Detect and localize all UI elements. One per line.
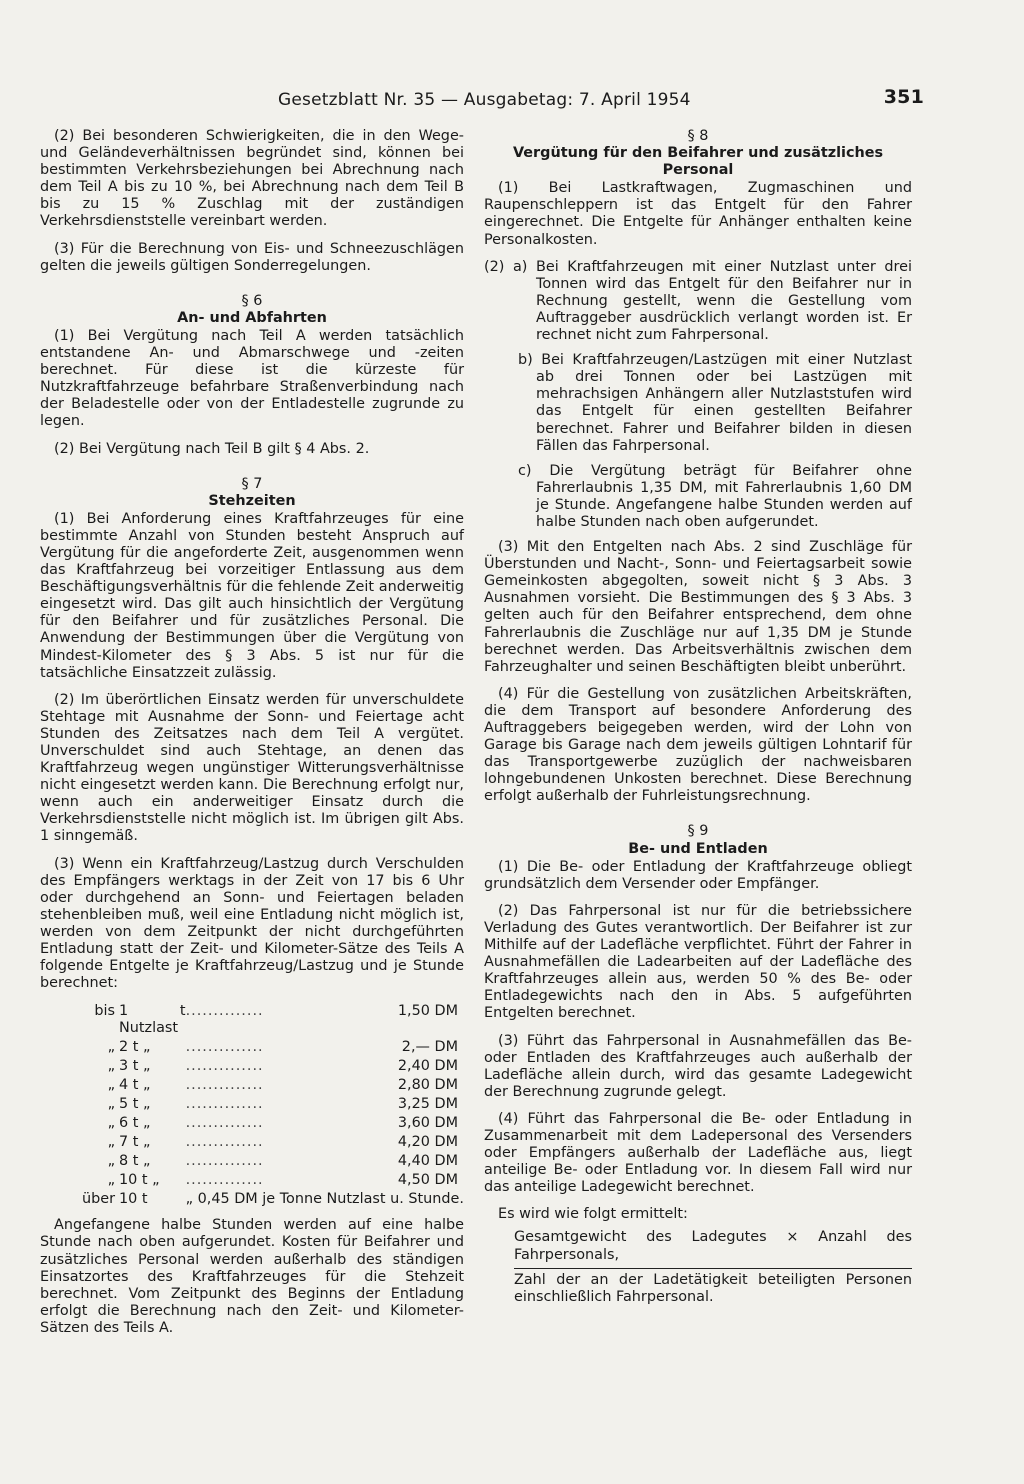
rate-value: 2,80 DM (397, 1077, 458, 1094)
section-number: § 7 (241, 475, 263, 492)
section-title: Vergütung für den Beifahrer und zusätzliches Personal (512, 145, 884, 179)
rate-dots: .............. (185, 1153, 264, 1170)
section-number: § 8 (687, 128, 709, 144)
calculation-intro: Es wird wie folgt ermittelt: (498, 1206, 688, 1223)
paragraph: (3) Führt das Fahrpersonal in Ausnahmefällen das Be- oder Entladen des Kraftfahrzeuges auch außerhalb der Ladefläche allein durch, wird das gesamte Ladegewicht der Berechnung zugrunde gelegt. (484, 1032, 912, 1100)
rate-unit: 5 t „ (119, 1096, 151, 1113)
header-title: Gesetzblatt Nr. 35 — Ausgabetag: 7. April 1954 (278, 90, 691, 110)
section-title: Be- und Entladen (628, 840, 768, 857)
paragraph: (1) Die Be- oder Entladung der Kraftfahrzeuge obliegt grundsätzlich dem Versender oder Empfänger. (484, 858, 912, 892)
paragraph: (2) Im überörtlichen Einsatz werden für unverschuldete Stehtage mit Ausnahme der Sonn- und Feiertage acht Stunden des Zeitsatzes nach dem Teil A vergütet. Unverschuldet sind auch Stehtage, an denen das Kraftfahrzeug wegen ungünstiger Witterungsverhältnisse nicht eingesetzt werden kann. Die Berechnung erfolgt nur, wenn auch ein anderweitiger Einsatz durch die Verkehrsdienststelle nicht möglich ist. Im übrigen gilt Abs. 1 sinngemäß. (40, 691, 464, 845)
rate-word: „ (107, 1172, 116, 1189)
rate-unit: 7 t „ (119, 1134, 151, 1151)
left-column (40, 128, 464, 1347)
paragraph: (2) Bei besonderen Schwierigkeiten, die in den Wege- und Geländeverhältnissen begründet sind, können bei bestimmten Verkehrsbeziehungen bei Abrechnung nach dem Teil A bis zu 10 %, bei Abrechnung nach dem Teil B bis zu 15 % Zuschlag mit der zuständigen Verkehrsdienststelle vereinbart werden. (40, 128, 464, 230)
rate-dots: .............. (185, 1096, 264, 1113)
section-number: § 9 (687, 823, 709, 840)
rate-dots: .............. (185, 1058, 264, 1075)
rate-row (82, 1002, 464, 1038)
rate-table (82, 1002, 464, 1209)
right-column (484, 128, 912, 1306)
rate-over-text: „ 0,45 DM je Tonne Nutzlast u. Stunde. (185, 1191, 464, 1208)
rate-value: 4,50 DM (397, 1172, 458, 1189)
subparagraph: b) Bei Kraftfahrzeugen/Lastzügen mit einer Nutzlast ab drei Tonnen oder bei Lastzügen mit mehrachsigen Anhängern aller Nutzlaststufen wird das Entgelt für einen gestellten Beifahrer berechnet. Fahrer und Beifahrer bilden in diesen Fällen das Fahrpersonal. (518, 352, 912, 454)
rate-value: 1,50 DM (397, 1003, 458, 1020)
section-number: § 6 (241, 292, 263, 309)
formula (514, 1229, 912, 1305)
rate-word: „ (107, 1096, 116, 1113)
rate-row (82, 1114, 464, 1133)
rate-dots: .............. (185, 1134, 264, 1151)
paragraph: (3) Für die Berechnung von Eis- und Schneezuschlägen gelten die jeweils gültigen Sonderregelungen. (40, 240, 464, 274)
rate-value: 2,— DM (401, 1039, 458, 1056)
rate-value: 3,60 DM (397, 1115, 458, 1132)
rate-word: „ (107, 1134, 116, 1151)
rate-word: über (82, 1191, 116, 1208)
rate-row-over (82, 1190, 464, 1209)
rate-dots: .............. (185, 1039, 264, 1056)
rate-row (82, 1038, 464, 1057)
rate-unit: 1 t Nutzlast (119, 1003, 186, 1037)
rate-value: 3,25 DM (397, 1096, 458, 1113)
rate-unit: 2 t „ (119, 1039, 151, 1056)
paragraph: (1) Bei Lastkraftwagen, Zugmaschinen und Raupenschleppern ist das Entgelt für den Fahrer eingerechnet. Die Entgelte für Anhänger enthalten keine Personalkosten. (484, 180, 912, 248)
rate-dots: .............. (185, 1115, 264, 1132)
subparagraph: (2) a) Bei Kraftfahrzeugen mit einer Nutzlast unter drei Tonnen wird das Entgelt für den Beifahrer nur in Rechnung gestellt, wenn die Gestellung vom Auftraggeber ausdrücklich verlangt worden ist. Er rechnet nicht zum Fahrpersonal. (484, 258, 912, 344)
section-title: An- und Abfahrten (177, 309, 327, 326)
rate-word: „ (107, 1153, 116, 1170)
page-header (278, 84, 924, 118)
rate-word: „ (107, 1058, 116, 1075)
section-title: Stehzeiten (208, 492, 296, 509)
rate-word: „ (107, 1077, 116, 1094)
paragraph: (4) Führt das Fahrpersonal die Be- oder Entladung in Zusammenarbeit mit dem Ladepersonal des Versenders oder Empfängers außerhalb der Ladefläche aus, liegt anteilige Be- oder Entladung vor. In diesem Fall wird nur das anteilige Ladegewicht berechnet. (484, 1110, 912, 1196)
rate-row (82, 1171, 464, 1190)
paragraph: (1) Bei Vergütung nach Teil A werden tatsächlich entstandene An- und Abmarschwege und -zeiten berechnet. Für diese ist die kürzeste für Nutzkraftfahrzeuge befahrbare Straßenverbindung nach der Beladestelle oder von der Entladestelle zugrunde zu legen. (40, 327, 464, 430)
rate-word: „ (107, 1039, 116, 1056)
paragraph: (1) Bei Anforderung eines Kraftfahrzeuges für eine bestimmte Anzahl von Stunden besteht Anspruch auf Vergütung für die angeforderte Zeit, ausgenommen wenn das Kraftfahrzeug bei vorzeitiger Entlassung aus dem Beschäftigungsverhältnis für die fehlende Zeit anderweitig eingesetzt wird. Das gilt auch hinsichtlich der Vergütung für den Beifahrer und für zusätzliches Personal. Die Anwendung der Bestimmungen über die Vergütung von Mindest-Kilometer des § 3 Abs. 5 ist nur für die tatsächliche Einsatzzeit zulässig. (40, 510, 464, 681)
rate-row (82, 1133, 464, 1152)
rate-unit: 4 t „ (119, 1077, 151, 1094)
paragraph: Angefangene halbe Stunden werden auf eine halbe Stunde nach oben aufgerundet. Kosten für Beifahrer und zusätzliches Personal werden außerhalb des ständigen Einsatzortes des Kraftfahrzeuges für die Stehzeit berechnet. Vom Zeitpunkt des Beginns der Entladung erfolgt die Berechnung nach den Zeit- und Kilometer-Sätzen des Teils A. (40, 1217, 464, 1336)
rate-row (82, 1095, 464, 1114)
rate-value: 4,40 DM (397, 1153, 458, 1170)
paragraph: (3) Wenn ein Kraftfahrzeug/Lastzug durch Verschulden des Empfängers werktags in der Zeit von 17 bis 6 Uhr oder durchgehend an Sonn- und Feiertagen beladen stehenbleiben muß, weil eine Entladung nicht möglich ist, werden von dem Zeitpunkt der nicht durchgeführten Entladung statt der Zeit- und Kilometer-Sätze des Teils A folgende Entgelte je Kraftfahrzeug/Lastzug und je Stunde berechnet: (40, 855, 464, 992)
rate-dots: .............. (185, 1077, 264, 1094)
rate-unit: 3 t „ (119, 1058, 151, 1075)
paragraph: (2) Das Fahrpersonal ist nur für die betriebssichere Verladung des Gutes verantwortlich. Der Beifahrer ist zur Mithilfe auf der Ladefläche verpflichtet. Führt der Fahrer in Ausnahmefällen die Ladearbeiten auf der Ladefläche des Kraftfahrzeuges allein aus, werden 50 % des Be- oder Entladegewichts nach den in Abs. 5 aufgeführten Entgelten berechnet. (484, 902, 912, 1022)
formula-numerator: Gesamtgewicht des Ladegutes × Anzahl des Fahrpersonals, (514, 1229, 912, 1268)
paragraph: (4) Für die Gestellung von zusätzlichen Arbeitskräften, die dem Transport auf besondere Anforderung des Auftraggebers beigegeben werden, wird der Lohn von Garage bis Garage nach dem jeweils gültigen Lohntarif für das Transportgewerbe zuzüglich der nachweisbaren lohngebundenen Unkosten berechnet. Diese Berechnung erfolgt außerhalb der Fuhrleistungsrechnung. (484, 685, 912, 805)
rate-dots: .............. (185, 1172, 264, 1189)
rate-row (82, 1152, 464, 1171)
rate-word: bis (94, 1003, 116, 1020)
rate-row (82, 1076, 464, 1095)
paragraph: (2) Bei Vergütung nach Teil B gilt § 4 Abs. 2. (54, 440, 370, 457)
rate-word: „ (107, 1115, 116, 1132)
page-number: 351 (883, 86, 924, 108)
rate-value: 4,20 DM (397, 1134, 458, 1151)
rate-unit: 10 t (119, 1191, 148, 1208)
rate-row (82, 1057, 464, 1076)
rate-value: 2,40 DM (397, 1058, 458, 1075)
formula-denominator: Zahl der an der Ladetätigkeit beteiligten Personen einschließlich Fahrpersonal. (514, 1271, 912, 1305)
rate-unit: 6 t „ (119, 1115, 151, 1132)
rate-dots: .............. (185, 1003, 264, 1020)
rate-unit: 10 t „ (119, 1172, 160, 1189)
paragraph: (3) Mit den Entgelten nach Abs. 2 sind Zuschläge für Überstunden und Nacht-, Sonn- und Feiertagsarbeit sowie Gemeinkosten abgegolten, soweit nicht § 3 Abs. 3 Ausnahmen vorsieht. Die Bestimmungen des § 3 Abs. 3 gelten auch für den Beifahrer entsprechend, dem ohne Fahrerlaubnis die Zuschläge nur auf 1,35 DM je Stunde berechnet werden. Das Arbeitsverhältnis zwischen dem Fahrzeughalter und seinen Beschäftigten bleibt unberührt. (484, 539, 912, 675)
rate-unit: 8 t „ (119, 1153, 151, 1170)
subparagraph: c) Die Vergütung beträgt für Beifahrer ohne Fahrerlaubnis 1,35 DM, mit Fahrerlaubnis 1,60 DM je Stunde. Angefangene halbe Stunden werden auf halbe Stunden nach oben aufgerundet. (518, 462, 912, 530)
